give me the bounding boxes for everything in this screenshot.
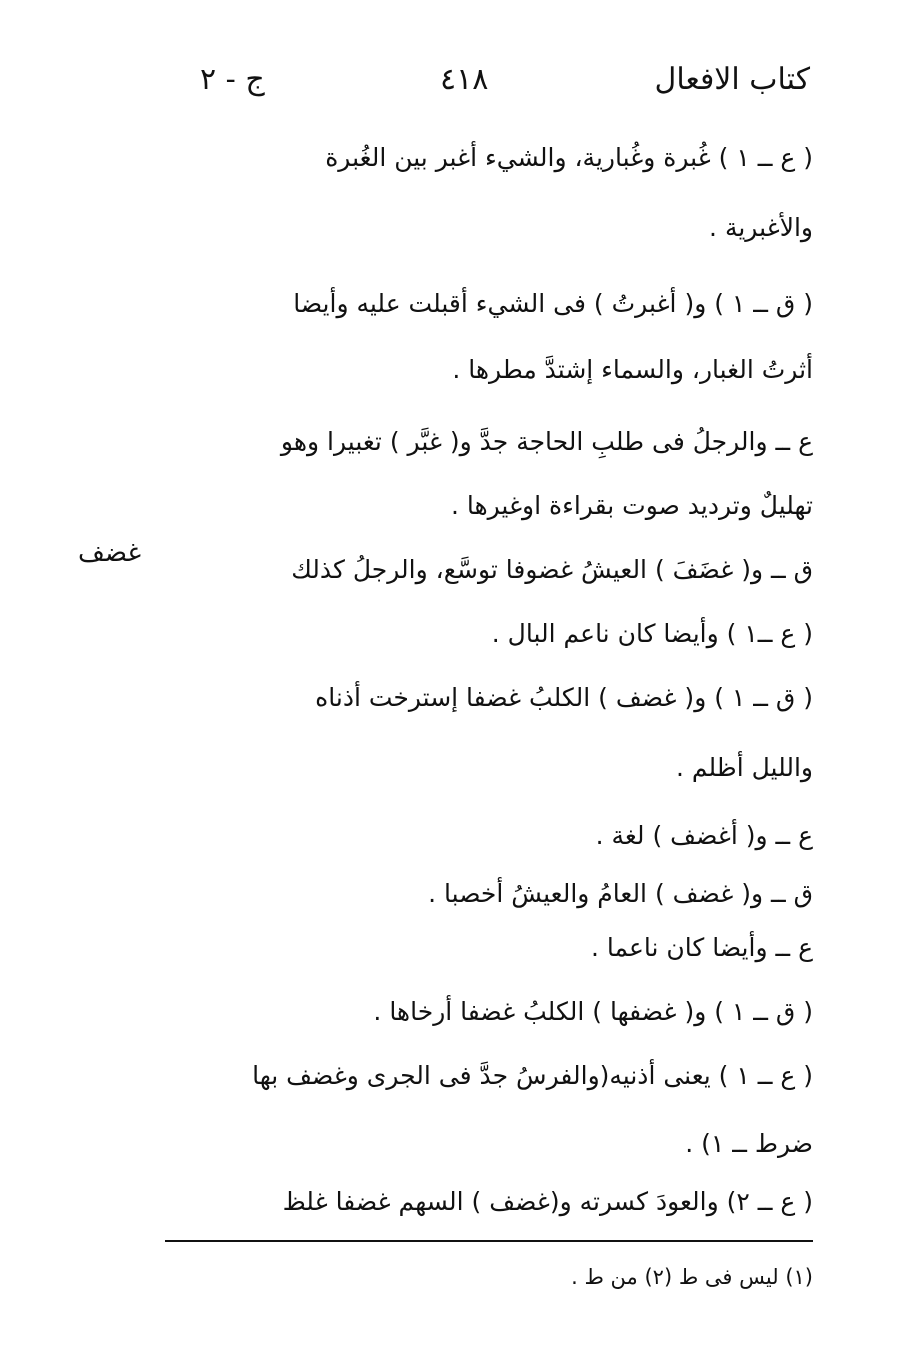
- text-line: ( ق ــ ١ ) و( أغبرتُ ) فى الشيء أقبلت عليه وأيضا: [293, 289, 813, 318]
- book-title: كتاب الافعال: [654, 62, 810, 97]
- text-line: ع ــ والرجلُ فى طلبِ الحاجة جدَّ و( غبَّر ) تغبيرا وهو: [280, 427, 813, 456]
- margin-entry-word: غضف: [78, 538, 142, 568]
- text-line: ق ــ و( غضف ) العامُ والعيشُ أخصبا .: [428, 879, 813, 908]
- text-line: ( ق ــ ١ ) و( غضفها ) الكلبُ غضفا أرخاها .: [373, 997, 813, 1026]
- text-line: ( ع ــ ١ ) غُبرة وغُبارية، والشيء أغبر بين الغُبرة: [325, 143, 813, 172]
- text-line: ق ــ و( غضَفَ ) العيشُ غضوفا توسَّع، والرجلُ كذلك: [291, 555, 813, 584]
- text-line: والليل أظلم .: [676, 753, 813, 782]
- footnote-divider: [165, 1240, 813, 1242]
- text-line: أثرتُ الغبار، والسماء إشتدَّ مطرها .: [452, 355, 813, 384]
- page-header: [170, 62, 810, 112]
- text-line: ( ع ــ ١ ) يعنى أذنيه(والفرسُ جدَّ فى الجرى وغضف بها: [252, 1061, 813, 1090]
- text-line: والأغبرية .: [709, 213, 813, 242]
- page-number: ٤١٨: [440, 62, 489, 97]
- text-line: ع ــ و( أغضف ) لغة .: [595, 821, 813, 850]
- text-line: تهليلٌ وترديد صوت بقراءة اوغيرها .: [450, 491, 813, 520]
- footnote: (١) ليس فى ط (٢) من ط .: [571, 1265, 813, 1289]
- text-line: ( ق ــ ١ ) و( غضف ) الكلبُ غضفا إسترخت أذناه: [315, 683, 813, 712]
- text-line: ( ع ــ ٢) والعودَ كسرته و(غضف ) السهم غضفا غلظ: [282, 1187, 813, 1216]
- text-line: ع ــ وأيضا كان ناعما .: [591, 933, 813, 962]
- text-line: ضرط ــ ١) .: [685, 1129, 813, 1158]
- volume-label: ج - ٢: [200, 62, 265, 97]
- text-line: ( ع ــ١ ) وأيضا كان ناعم البال .: [491, 619, 813, 648]
